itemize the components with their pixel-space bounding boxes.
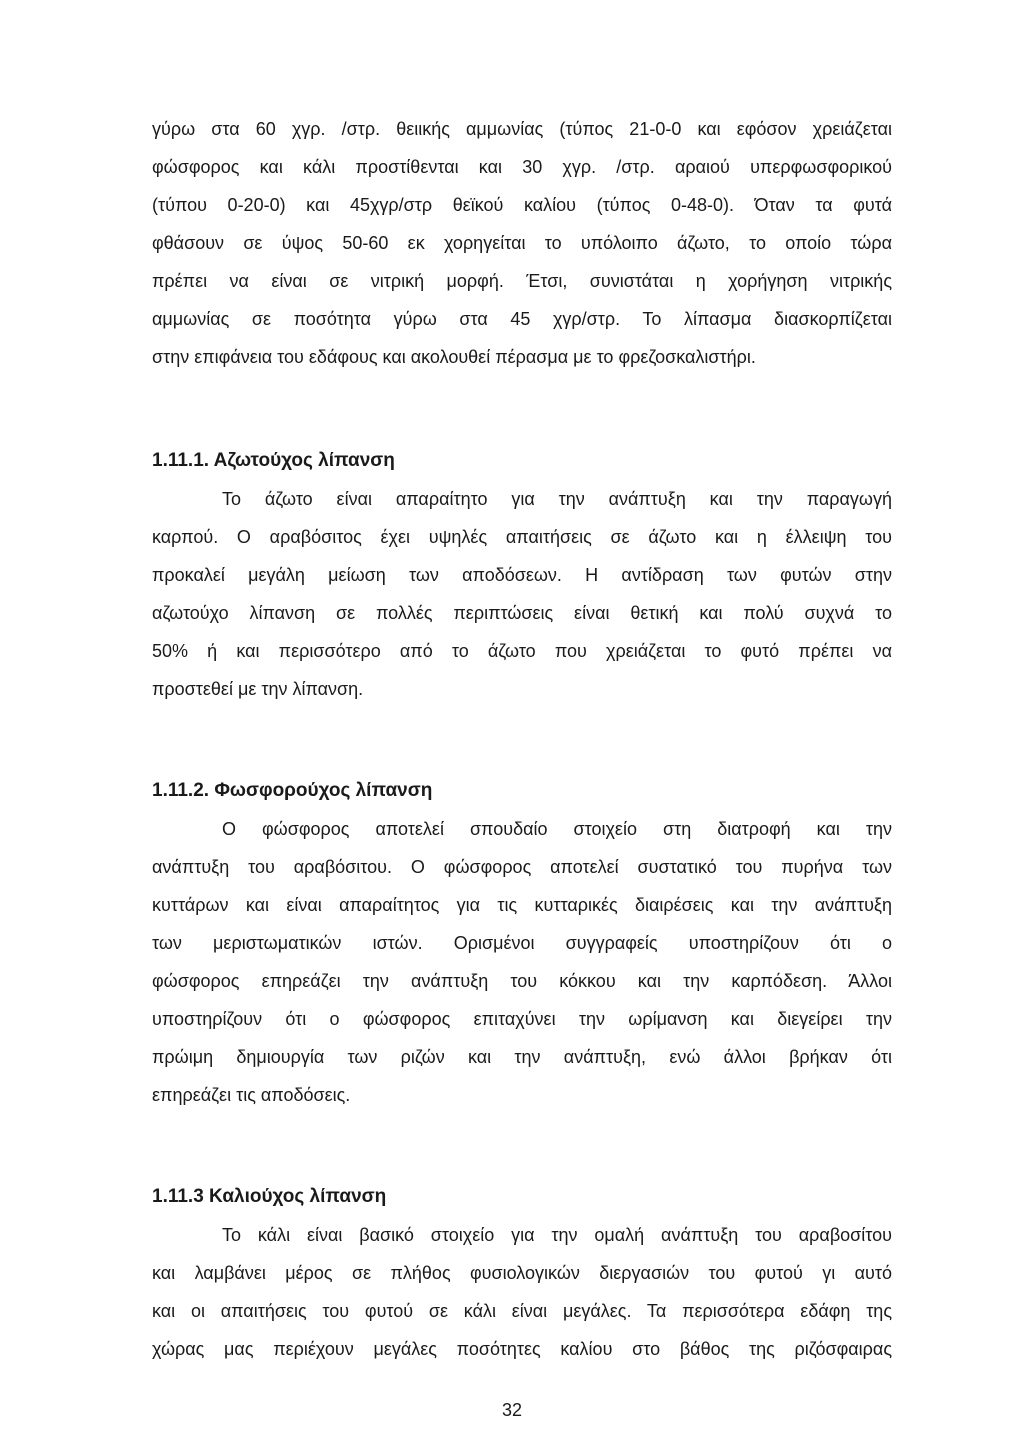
section-line: 50% ή και περισσότερο από το άζωτο που χρειάζεται το φυτό πρέπει να — [152, 641, 892, 661]
section-heading: 1.11.3 Καλιούχος λίπανση — [152, 1186, 387, 1207]
page-number: 32 — [501, 1400, 523, 1420]
section-line: πρώιμη δημιουργία των ριζών και την ανάπτυξη, ενώ άλλοι βρήκαν ότι — [152, 1047, 892, 1067]
section-line: προκαλεί μεγάλη μείωση των αποδόσεων. Η αντίδραση των φυτών στην — [152, 565, 892, 585]
section-line: Το άζωτο είναι απαραίτητο για την ανάπτυξη και την παραγωγή — [222, 489, 892, 509]
section-heading: 1.11.2. Φωσφορούχος λίπανση — [152, 780, 433, 801]
section-line: υποστηρίζουν ότι ο φώσφορος επιταχύνει την ωρίμανση και διεγείρει την — [152, 1009, 892, 1029]
section-heading: 1.11.1. Αζωτούχος λίπανση — [152, 450, 395, 471]
section-line: αζωτούχο λίπανση σε πολλές περιπτώσεις είναι θετική και πολύ συχνά το — [152, 603, 892, 623]
section-line: Ο φώσφορος αποτελεί σπουδαίο στοιχείο στη διατροφή και την — [222, 819, 892, 839]
section-line: κυττάρων και είναι απαραίτητος για τις κυτταρικές διαιρέσεις και την ανάπτυξη — [152, 895, 892, 915]
intro-line: αμμωνίας σε ποσότητα γύρω στα 45 χγρ/στρ. Το λίπασμα διασκορπίζεται — [152, 309, 892, 329]
section-line: χώρας μας περιέχουν μεγάλες ποσότητες καλίου στο βάθος της ριζόσφαιρας — [152, 1339, 892, 1359]
section-line: Το κάλι είναι βασικό στοιχείο για την ομαλή ανάπτυξη του αραβοσίτου — [222, 1225, 892, 1245]
intro-line: στην επιφάνεια του εδάφους και ακολουθεί πέρασμα με το φρεζοσκαλιστήρι. — [152, 347, 756, 367]
intro-line: (τύπου 0-20-0) και 45χγρ/στρ θεϊκού καλίου (τύπος 0-48-0). Όταν τα φυτά — [152, 195, 892, 215]
section-line: φώσφορος επηρεάζει την ανάπτυξη του κόκκου και την καρπόδεση. Άλλοι — [152, 971, 892, 991]
section-line: προστεθεί με την λίπανση. — [152, 679, 364, 699]
intro-line: πρέπει να είναι σε νιτρική μορφή. Έτσι, συνιστάται η χορήγηση νιτρικής — [152, 271, 892, 291]
intro-line: φώσφορος και κάλι προστίθενται και 30 χγρ. /στρ. αραιού υπερφωσφορικού — [152, 157, 892, 177]
intro-line: γύρω στα 60 χγρ. /στρ. θειικής αμμωνίας (τύπος 21-0-0 και εφόσον χρειάζεται — [152, 119, 892, 139]
section-line: ανάπτυξη του αραβόσιτου. Ο φώσφορος αποτελεί συστατικό του πυρήνα των — [152, 857, 892, 877]
section-line: και λαμβάνει μέρος σε πλήθος φυσιολογικών διεργασιών του φυτού γι αυτό — [152, 1263, 892, 1283]
section-line: καρπού. Ο αραβόσιτος έχει υψηλές απαιτήσεις σε άζωτο και η έλλειψη του — [152, 527, 892, 547]
section-line: και οι απαιτήσεις του φυτού σε κάλι είναι μεγάλες. Τα περισσότερα εδάφη της — [152, 1301, 892, 1321]
section-line: επηρεάζει τις αποδόσεις. — [152, 1085, 351, 1105]
intro-line: φθάσουν σε ύψος 50-60 εκ χορηγείται το υπόλοιπο άζωτο, το οποίο τώρα — [152, 233, 892, 253]
section-line: των μεριστωματικών ιστών. Ορισμένοι συγγραφείς υποστηρίζουν ότι ο — [152, 933, 892, 953]
